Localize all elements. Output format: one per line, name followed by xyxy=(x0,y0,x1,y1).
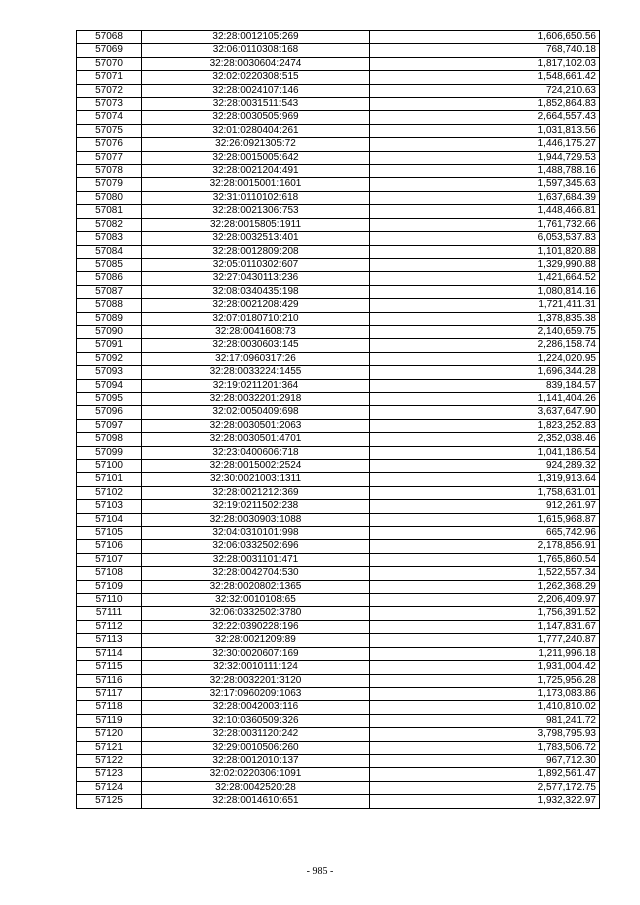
cadastral-number-cell: 32:30:0020607:169 xyxy=(142,647,370,660)
cadastral-number-cell: 32:28:0031101:471 xyxy=(142,553,370,566)
amount-cell: 1,637,684.39 xyxy=(370,191,600,204)
row-number-cell: 57101 xyxy=(77,473,142,486)
row-number-cell: 57080 xyxy=(77,191,142,204)
row-number-cell: 57091 xyxy=(77,339,142,352)
row-number-cell: 57115 xyxy=(77,661,142,674)
row-number-cell: 57095 xyxy=(77,392,142,405)
cadastral-number-cell: 32:28:0032513:401 xyxy=(142,232,370,245)
amount-cell: 1,173,083.86 xyxy=(370,687,600,700)
table-row xyxy=(77,312,600,325)
cadastral-number-cell: 32:22:0390228:196 xyxy=(142,620,370,633)
amount-cell: 1,725,956.28 xyxy=(370,674,600,687)
amount-cell: 1,932,322.97 xyxy=(370,795,600,808)
cadastral-number-cell: 32:28:0015002:2524 xyxy=(142,460,370,473)
row-number-cell: 57099 xyxy=(77,446,142,459)
amount-cell: 967,712.30 xyxy=(370,754,600,767)
cadastral-number-cell: 32:28:0021306:753 xyxy=(142,205,370,218)
table-row xyxy=(77,607,600,620)
amount-cell: 1,615,968.87 xyxy=(370,513,600,526)
amount-cell: 1,080,814.16 xyxy=(370,285,600,298)
cadastral-number-cell: 32:29:0010506:260 xyxy=(142,741,370,754)
table-row xyxy=(77,379,600,392)
table-row xyxy=(77,165,600,178)
cadastral-number-cell: 32:01:0280404:261 xyxy=(142,124,370,137)
table-row xyxy=(77,768,600,781)
row-number-cell: 57123 xyxy=(77,768,142,781)
row-number-cell: 57083 xyxy=(77,232,142,245)
amount-cell: 1,777,240.87 xyxy=(370,634,600,647)
row-number-cell: 57078 xyxy=(77,165,142,178)
amount-cell: 1,817,102.03 xyxy=(370,57,600,70)
amount-cell: 1,319,913.64 xyxy=(370,473,600,486)
cadastral-number-cell: 32:06:0332502:3780 xyxy=(142,607,370,620)
table-row xyxy=(77,406,600,419)
table-row xyxy=(77,325,600,338)
cadastral-number-cell: 32:28:0021209:89 xyxy=(142,634,370,647)
amount-cell: 1,446,175.27 xyxy=(370,138,600,151)
amount-cell: 1,783,506.72 xyxy=(370,741,600,754)
cadastral-number-cell: 32:28:0015805:1911 xyxy=(142,218,370,231)
amount-cell: 912,261.97 xyxy=(370,500,600,513)
cadastral-number-cell: 32:28:0030603:145 xyxy=(142,339,370,352)
cadastral-number-cell: 32:32:0010108:65 xyxy=(142,594,370,607)
table-row xyxy=(77,299,600,312)
table-row xyxy=(77,460,600,473)
amount-cell: 1,548,661.42 xyxy=(370,71,600,84)
row-number-cell: 57076 xyxy=(77,138,142,151)
row-number-cell: 57084 xyxy=(77,245,142,258)
cadastral-number-cell: 32:28:0015005:642 xyxy=(142,151,370,164)
amount-cell: 1,606,650.56 xyxy=(370,31,600,44)
amount-cell: 1,262,368.29 xyxy=(370,580,600,593)
row-number-cell: 57097 xyxy=(77,419,142,432)
table-row xyxy=(77,781,600,794)
cadastral-number-cell: 32:07:0180710:210 xyxy=(142,312,370,325)
amount-cell: 1,892,561.47 xyxy=(370,768,600,781)
amount-cell: 1,696,344.28 xyxy=(370,366,600,379)
row-number-cell: 57110 xyxy=(77,594,142,607)
row-number-cell: 57124 xyxy=(77,781,142,794)
page-number: - 985 - xyxy=(306,866,334,877)
cadastral-number-cell: 32:02:0220308:515 xyxy=(142,71,370,84)
row-number-cell: 57071 xyxy=(77,71,142,84)
cadastral-number-cell: 32:28:0030903:1088 xyxy=(142,513,370,526)
table-row xyxy=(77,433,600,446)
amount-cell: 1,488,788.16 xyxy=(370,165,600,178)
table-row xyxy=(77,527,600,540)
cadastral-number-cell: 32:28:0020802:1365 xyxy=(142,580,370,593)
row-number-cell: 57085 xyxy=(77,258,142,271)
row-number-cell: 57079 xyxy=(77,178,142,191)
cadastral-number-cell: 32:28:0021208:429 xyxy=(142,299,370,312)
row-number-cell: 57068 xyxy=(77,31,142,44)
table-row xyxy=(77,594,600,607)
table-row xyxy=(77,567,600,580)
data-table xyxy=(76,30,600,809)
amount-cell: 1,141,404.26 xyxy=(370,392,600,405)
row-number-cell: 57112 xyxy=(77,620,142,633)
table-row xyxy=(77,218,600,231)
amount-cell: 924,289.32 xyxy=(370,460,600,473)
cadastral-number-cell: 32:28:0030604:2474 xyxy=(142,57,370,70)
amount-cell: 1,765,860.54 xyxy=(370,553,600,566)
row-number-cell: 57092 xyxy=(77,352,142,365)
cadastral-number-cell: 32:28:0032201:2918 xyxy=(142,392,370,405)
cadastral-number-cell: 32:17:0960317:26 xyxy=(142,352,370,365)
table-row xyxy=(77,57,600,70)
table-row xyxy=(77,674,600,687)
cadastral-number-cell: 32:27:0430113:236 xyxy=(142,272,370,285)
amount-cell: 1,224,020.95 xyxy=(370,352,600,365)
amount-cell: 2,178,856.91 xyxy=(370,540,600,553)
cadastral-number-cell: 32:28:0031120:242 xyxy=(142,728,370,741)
table-row xyxy=(77,446,600,459)
amount-cell: 1,823,252.83 xyxy=(370,419,600,432)
cadastral-number-cell: 32:17:0960209:1063 xyxy=(142,687,370,700)
cadastral-number-cell: 32:28:0014610:651 xyxy=(142,795,370,808)
table-row xyxy=(77,151,600,164)
table-row xyxy=(77,701,600,714)
cadastral-number-cell: 32:28:0042003:116 xyxy=(142,701,370,714)
table-row xyxy=(77,111,600,124)
table-row xyxy=(77,205,600,218)
cadastral-number-cell: 32:28:0012010:137 xyxy=(142,754,370,767)
row-number-cell: 57113 xyxy=(77,634,142,647)
row-number-cell: 57118 xyxy=(77,701,142,714)
table-row xyxy=(77,419,600,432)
cadastral-number-cell: 32:06:0110308:168 xyxy=(142,44,370,57)
amount-cell: 768,740.18 xyxy=(370,44,600,57)
amount-cell: 665,742.96 xyxy=(370,527,600,540)
table-row xyxy=(77,620,600,633)
amount-cell: 2,140,659.75 xyxy=(370,325,600,338)
row-number-cell: 57090 xyxy=(77,325,142,338)
table-row xyxy=(77,178,600,191)
table-row xyxy=(77,540,600,553)
table-row xyxy=(77,687,600,700)
cadastral-number-cell: 32:28:0042704:530 xyxy=(142,567,370,580)
cadastral-number-cell: 32:28:0024107:146 xyxy=(142,84,370,97)
row-number-cell: 57088 xyxy=(77,299,142,312)
row-number-cell: 57107 xyxy=(77,553,142,566)
table-row xyxy=(77,741,600,754)
row-number-cell: 57070 xyxy=(77,57,142,70)
amount-cell: 1,410,810.02 xyxy=(370,701,600,714)
row-number-cell: 57086 xyxy=(77,272,142,285)
table-row xyxy=(77,392,600,405)
table-row xyxy=(77,258,600,271)
cadastral-number-cell: 32:28:0032201:3120 xyxy=(142,674,370,687)
cadastral-number-cell: 32:23:0400606:718 xyxy=(142,446,370,459)
row-number-cell: 57077 xyxy=(77,151,142,164)
amount-cell: 1,761,732.66 xyxy=(370,218,600,231)
amount-cell: 1,721,411.31 xyxy=(370,299,600,312)
amount-cell: 1,147,831.67 xyxy=(370,620,600,633)
amount-cell: 1,944,729.53 xyxy=(370,151,600,164)
cadastral-number-cell: 32:28:0042520:28 xyxy=(142,781,370,794)
table-row xyxy=(77,232,600,245)
table-row xyxy=(77,634,600,647)
table-row xyxy=(77,272,600,285)
cadastral-number-cell: 32:28:0031511:543 xyxy=(142,98,370,111)
table-row xyxy=(77,84,600,97)
table-row xyxy=(77,352,600,365)
cadastral-number-cell: 32:28:0030501:2063 xyxy=(142,419,370,432)
cadastral-number-cell: 32:30:0021003:1311 xyxy=(142,473,370,486)
table-row xyxy=(77,98,600,111)
amount-cell: 724,210.63 xyxy=(370,84,600,97)
cadastral-number-cell: 32:28:0030505:969 xyxy=(142,111,370,124)
table-row xyxy=(77,728,600,741)
row-number-cell: 57100 xyxy=(77,460,142,473)
row-number-cell: 57122 xyxy=(77,754,142,767)
row-number-cell: 57073 xyxy=(77,98,142,111)
table-row xyxy=(77,473,600,486)
cadastral-number-cell: 32:28:0030501:4701 xyxy=(142,433,370,446)
amount-cell: 1,329,990.88 xyxy=(370,258,600,271)
amount-cell: 1,852,864.83 xyxy=(370,98,600,111)
table-row xyxy=(77,124,600,137)
cadastral-number-cell: 32:05:0110302:607 xyxy=(142,258,370,271)
row-number-cell: 57093 xyxy=(77,366,142,379)
row-number-cell: 57117 xyxy=(77,687,142,700)
amount-cell: 1,041,186.54 xyxy=(370,446,600,459)
amount-cell: 839,184.57 xyxy=(370,379,600,392)
table-row xyxy=(77,553,600,566)
table-row xyxy=(77,285,600,298)
row-number-cell: 57081 xyxy=(77,205,142,218)
cadastral-number-cell: 32:32:0010111:124 xyxy=(142,661,370,674)
table-body xyxy=(77,31,600,809)
row-number-cell: 57114 xyxy=(77,647,142,660)
amount-cell: 6,053,537.83 xyxy=(370,232,600,245)
amount-cell: 2,352,038.46 xyxy=(370,433,600,446)
cadastral-number-cell: 32:28:0015001:1601 xyxy=(142,178,370,191)
row-number-cell: 57103 xyxy=(77,500,142,513)
cadastral-number-cell: 32:26:0921305:72 xyxy=(142,138,370,151)
table-row xyxy=(77,513,600,526)
cadastral-number-cell: 32:28:0012105:269 xyxy=(142,31,370,44)
amount-cell: 981,241.72 xyxy=(370,714,600,727)
table-row xyxy=(77,44,600,57)
row-number-cell: 57116 xyxy=(77,674,142,687)
cadastral-number-cell: 32:28:0021204:491 xyxy=(142,165,370,178)
cadastral-number-cell: 32:31:0110102:618 xyxy=(142,191,370,204)
amount-cell: 1,031,813.56 xyxy=(370,124,600,137)
table-row xyxy=(77,138,600,151)
amount-cell: 2,206,409.97 xyxy=(370,594,600,607)
table-row xyxy=(77,339,600,352)
data-table-container xyxy=(76,30,599,809)
amount-cell: 1,211,996.18 xyxy=(370,647,600,660)
row-number-cell: 57075 xyxy=(77,124,142,137)
cadastral-number-cell: 32:28:0041608:73 xyxy=(142,325,370,338)
amount-cell: 1,101,820.88 xyxy=(370,245,600,258)
table-row xyxy=(77,191,600,204)
amount-cell: 3,637,647.90 xyxy=(370,406,600,419)
cadastral-number-cell: 32:28:0033224:1455 xyxy=(142,366,370,379)
row-number-cell: 57119 xyxy=(77,714,142,727)
table-row xyxy=(77,500,600,513)
row-number-cell: 57105 xyxy=(77,527,142,540)
amount-cell: 1,378,835.38 xyxy=(370,312,600,325)
row-number-cell: 57125 xyxy=(77,795,142,808)
amount-cell: 2,286,158.74 xyxy=(370,339,600,352)
amount-cell: 3,798,795.93 xyxy=(370,728,600,741)
row-number-cell: 57108 xyxy=(77,567,142,580)
amount-cell: 1,597,345.63 xyxy=(370,178,600,191)
row-number-cell: 57121 xyxy=(77,741,142,754)
table-row xyxy=(77,366,600,379)
table-row xyxy=(77,647,600,660)
cadastral-number-cell: 32:28:0012809:208 xyxy=(142,245,370,258)
row-number-cell: 57072 xyxy=(77,84,142,97)
cadastral-number-cell: 32:28:0021212:369 xyxy=(142,486,370,499)
amount-cell: 2,577,172.75 xyxy=(370,781,600,794)
row-number-cell: 57087 xyxy=(77,285,142,298)
table-row xyxy=(77,580,600,593)
amount-cell: 2,664,557.43 xyxy=(370,111,600,124)
amount-cell: 1,448,466.81 xyxy=(370,205,600,218)
cadastral-number-cell: 32:08:0340435:198 xyxy=(142,285,370,298)
row-number-cell: 57074 xyxy=(77,111,142,124)
cadastral-number-cell: 32:10:0360509:326 xyxy=(142,714,370,727)
table-row xyxy=(77,714,600,727)
cadastral-number-cell: 32:19:0211502:238 xyxy=(142,500,370,513)
row-number-cell: 57096 xyxy=(77,406,142,419)
row-number-cell: 57109 xyxy=(77,580,142,593)
row-number-cell: 57106 xyxy=(77,540,142,553)
table-row xyxy=(77,71,600,84)
row-number-cell: 57069 xyxy=(77,44,142,57)
row-number-cell: 57120 xyxy=(77,728,142,741)
row-number-cell: 57098 xyxy=(77,433,142,446)
table-row xyxy=(77,754,600,767)
cadastral-number-cell: 32:02:0220306:1091 xyxy=(142,768,370,781)
cadastral-number-cell: 32:02:0050409:698 xyxy=(142,406,370,419)
amount-cell: 1,756,391.52 xyxy=(370,607,600,620)
table-row xyxy=(77,661,600,674)
row-number-cell: 57104 xyxy=(77,513,142,526)
cadastral-number-cell: 32:19:0211201:364 xyxy=(142,379,370,392)
amount-cell: 1,421,664.52 xyxy=(370,272,600,285)
cadastral-number-cell: 32:06:0332502:696 xyxy=(142,540,370,553)
table-row xyxy=(77,486,600,499)
row-number-cell: 57102 xyxy=(77,486,142,499)
amount-cell: 1,931,004.42 xyxy=(370,661,600,674)
amount-cell: 1,758,631.01 xyxy=(370,486,600,499)
row-number-cell: 57111 xyxy=(77,607,142,620)
row-number-cell: 57089 xyxy=(77,312,142,325)
amount-cell: 1,522,557.34 xyxy=(370,567,600,580)
row-number-cell: 57094 xyxy=(77,379,142,392)
table-row xyxy=(77,31,600,44)
cadastral-number-cell: 32:04:0310101:998 xyxy=(142,527,370,540)
table-row xyxy=(77,245,600,258)
table-row xyxy=(77,795,600,808)
row-number-cell: 57082 xyxy=(77,218,142,231)
